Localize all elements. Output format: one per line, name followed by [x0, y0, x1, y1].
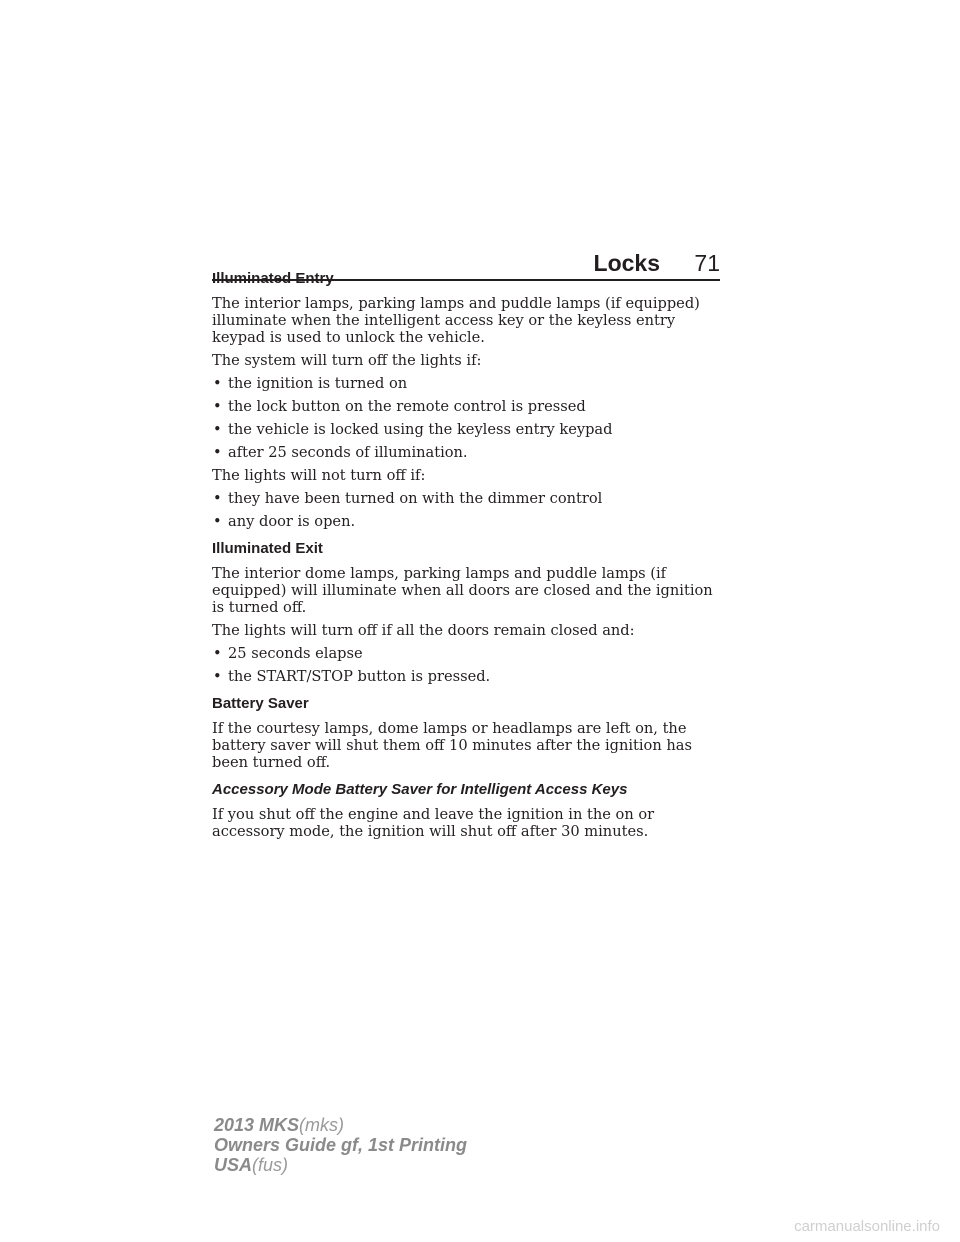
page-content [212, 270, 727, 850]
paragraph: The interior lamps, parking lamps and puddle lamps (if equipped) illuminate when the intelligent access key or the keyless entry keypad is used to unlock the vehicle. [212, 295, 700, 346]
list-item: • the START/STOP button is pressed. [213, 668, 491, 685]
bullet-icon: • [213, 421, 222, 438]
section-battery-saver [212, 695, 727, 771]
paragraph: If the courtesy lamps, dome lamps or headlamps are left on, the battery saver will shut them off 10 minutes after the ignition has been turned off. [212, 720, 692, 771]
footer-line: Owners Guide gf, 1st Printing [214, 1135, 468, 1155]
bullet-icon: • [213, 490, 222, 507]
list-item: • they have been turned on with the dimmer control [213, 490, 603, 507]
list-item: • the ignition is turned on [213, 375, 408, 392]
print-footer [214, 1115, 467, 1175]
list-item: • the vehicle is locked using the keyless entry keypad [213, 421, 613, 438]
section-accessory-mode [212, 781, 727, 840]
section-heading: Battery Saver [212, 695, 309, 712]
section-heading: Illuminated Entry [212, 270, 334, 287]
paragraph: The lights will turn off if all the doors remain closed and: [212, 622, 635, 639]
section-illuminated-exit [212, 540, 727, 685]
bullet-icon: • [213, 645, 222, 662]
bullet-icon: • [213, 513, 222, 530]
paragraph: The system will turn off the lights if: [212, 352, 482, 369]
footer-line: USA(fus) [214, 1155, 289, 1175]
paragraph: The interior dome lamps, parking lamps and puddle lamps (if equipped) will illuminate when all doors are closed and the ignition is turned off. [212, 565, 713, 616]
section-illuminated-entry [212, 270, 727, 530]
bullet-icon: • [213, 444, 222, 461]
bullet-icon: • [213, 668, 222, 685]
section-heading: Illuminated Exit [212, 540, 323, 557]
watermark: carmanualsonline.info [794, 1218, 940, 1235]
footer-line: 2013 MKS(mks) [214, 1115, 345, 1135]
list-item: • the lock button on the remote control is pressed [213, 398, 586, 415]
bullet-list [212, 375, 727, 461]
paragraph: If you shut off the engine and leave the ignition in the on or accessory mode, the ignition will shut off after 30 minutes. [212, 806, 655, 840]
list-item: • 25 seconds elapse [213, 645, 363, 662]
bullet-icon: • [213, 398, 222, 415]
bullet-list [212, 645, 727, 685]
subsection-heading: Accessory Mode Battery Saver for Intelligent Access Keys [212, 781, 628, 798]
list-item: • any door is open. [213, 513, 356, 530]
paragraph: The lights will not turn off if: [212, 467, 426, 484]
list-item: • after 25 seconds of illumination. [213, 444, 468, 461]
bullet-icon: • [213, 375, 222, 392]
page-number: 71 [694, 250, 720, 276]
chapter-title: Locks [593, 250, 660, 276]
bullet-list [212, 490, 727, 530]
